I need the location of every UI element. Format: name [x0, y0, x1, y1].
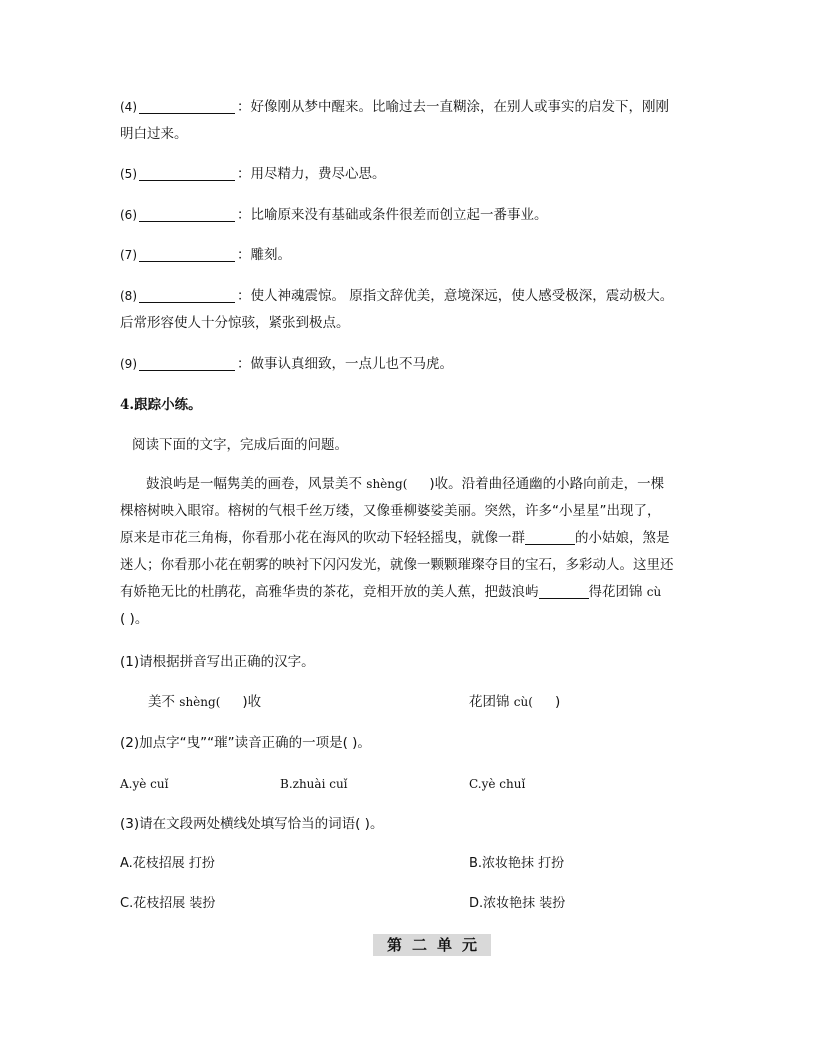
definition-text: 比喻原来没有基础或条件很差而创立起一番事业。 [250, 207, 548, 223]
definition-text: 雕刻。 [250, 247, 291, 263]
question-3: (3)请在文段两处横线处填写恰当的词语( )。 [120, 816, 384, 832]
answer-blank[interactable] [139, 286, 235, 303]
instruction-text: 阅读下面的文字，完成后面的问题。 [132, 437, 348, 453]
pinyin: shèng( [179, 695, 221, 709]
q1-left-item: 美不 shèng( )收 [148, 694, 262, 710]
answer-blank[interactable] [139, 164, 235, 181]
item-number: (8) [120, 289, 137, 303]
section-heading: 4.跟踪小练。 [120, 397, 202, 413]
definition-5: (5) ：用尽精力，费尽心思。 [120, 166, 386, 182]
q1-right-item: 花团锦 cù( ) [469, 694, 561, 710]
passage-line: 有娇艳无比的杜鹃花，高雅华贵的茶花，竞相开放的美人蕉，把鼓浪屿 得花团锦 cù [120, 584, 662, 600]
unit-heading: 第二单元 [373, 934, 491, 956]
definition-text: 使人神魂震惊。 原指文辞优美，意境深远，使人感受极深，震动极大。 [250, 288, 674, 304]
definition-4: (4) ：好像刚从梦中醒来。比喻过去一直糊涂，在别人或事实的启发下，刚刚 [120, 99, 669, 115]
answer-blank[interactable] [539, 582, 589, 599]
definition-9: (9) ：做事认真细致，一点儿也不马虎。 [120, 356, 453, 372]
item-number: (7) [120, 248, 137, 262]
definition-7: (7) ：雕刻。 [120, 247, 291, 263]
passage-line: 迷人；你看那小花在朝雾的映衬下闪闪发光，就像一颗颗璀璨夺目的宝石，多彩动人。这里还 [120, 557, 674, 573]
pinyin: cù( [513, 695, 533, 709]
passage-line: ( )。 [120, 611, 149, 627]
q2-option-a[interactable]: A.yè cuǐ [120, 777, 169, 791]
passage-line: 棵榕树映入眼帘。榕树的气根千丝万缕，又像垂柳婆娑美丽。突然，许多“小星星”出现了， [120, 503, 661, 519]
q3-option-b[interactable]: B.浓妆艳抹 打扮 [469, 856, 565, 871]
definition-4-continued: 明白过来。 [120, 126, 188, 142]
q3-option-a[interactable]: A.花枝招展 打扮 [120, 856, 215, 871]
definition-8-continued: 后常形容使人十分惊骇，紧张到极点。 [120, 315, 350, 331]
question-1: (1)请根据拼音写出正确的汉字。 [120, 654, 315, 670]
pinyin: cù [646, 585, 662, 599]
definition-text: 做事认真细致，一点儿也不马虎。 [250, 356, 453, 372]
q2-option-c[interactable]: C.yè chuǐ [469, 777, 526, 791]
item-number: (4) [120, 100, 137, 114]
definition-text: 用尽精力，费尽心思。 [250, 166, 386, 182]
q2-option-b[interactable]: B.zhuài cuǐ [280, 777, 348, 791]
item-number: (6) [120, 208, 137, 222]
pinyin: shèng( [366, 477, 408, 491]
passage-line: 原来是市花三角梅，你看那小花在海风的吹动下轻轻摇曳，就像一群 的小姑娘，煞是 [120, 530, 670, 546]
definition-text: 好像刚从梦中醒来。比喻过去一直糊涂，在别人或事实的启发下，刚刚 [250, 99, 669, 115]
answer-blank[interactable] [139, 205, 235, 222]
item-number: (5) [120, 167, 137, 181]
answer-blank[interactable] [139, 97, 235, 114]
definition-6: (6) ：比喻原来没有基础或条件很差而创立起一番事业。 [120, 207, 548, 223]
answer-blank[interactable] [139, 354, 235, 371]
definition-8: (8) ：使人神魂震惊。 原指文辞优美，意境深远，使人感受极深，震动极大。 [120, 288, 674, 304]
passage-line: 鼓浪屿是一幅隽美的画卷，风景美不 shèng( )收。沿着曲径通幽的小路向前走，一棵 [146, 476, 665, 492]
question-2: (2)加点字“曳”“璀”读音正确的一项是( )。 [120, 735, 371, 751]
item-number: (9) [120, 357, 137, 371]
answer-blank[interactable] [525, 528, 575, 545]
q3-option-d[interactable]: D.浓妆艳抹 装扮 [469, 896, 566, 911]
answer-blank[interactable] [139, 245, 235, 262]
q3-option-c[interactable]: C.花枝招展 装扮 [120, 896, 216, 911]
reading-passage [120, 471, 698, 633]
